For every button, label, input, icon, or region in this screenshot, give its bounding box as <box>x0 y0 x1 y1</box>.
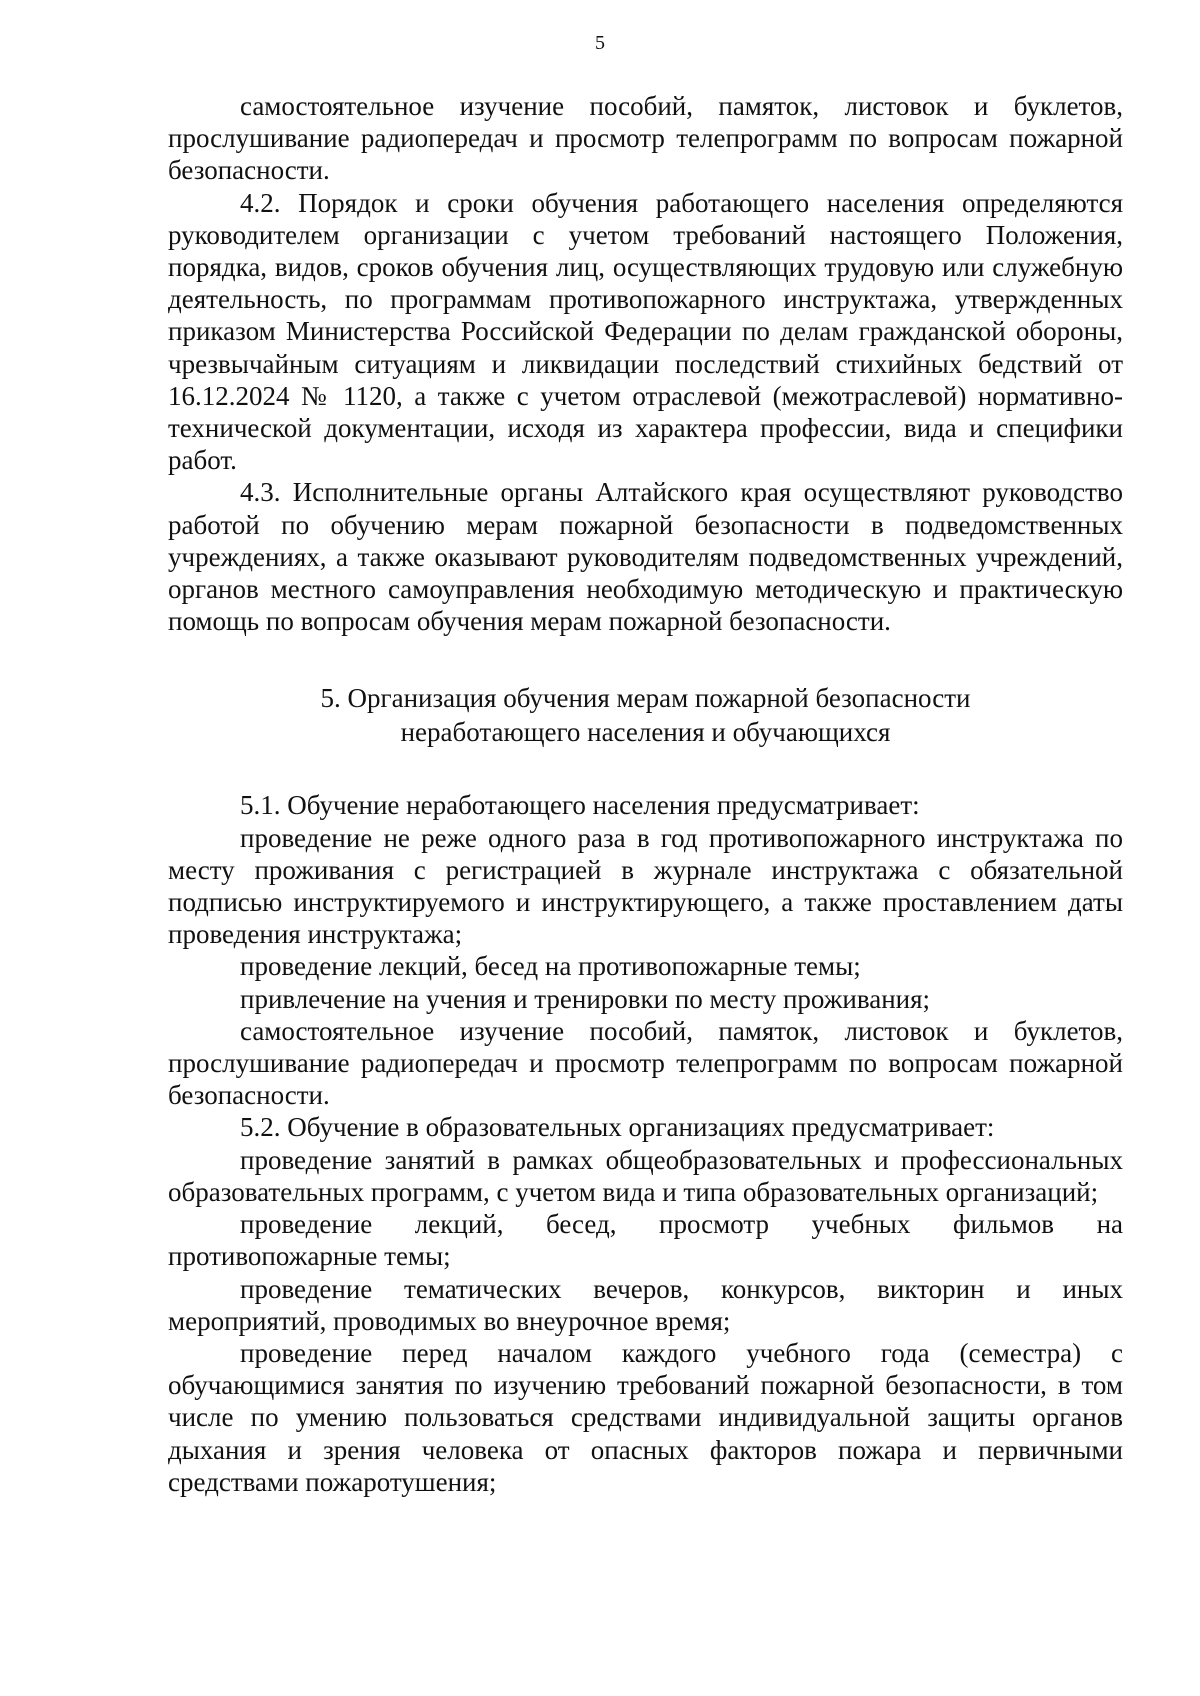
paragraph: проведение тематических вечеров, конкурсов, викторин и иных мероприятий, проводимых во внеурочное время; <box>168 1273 1123 1336</box>
paragraph: самостоятельное изучение пособий, памяток, листовок и буклетов, прослушивание радиопередач и просмотр телепрограмм по вопросам пожарной безопасности. <box>168 1015 1123 1111</box>
paragraph-5-2: 5.2. Обучение в образовательных организациях предусматривает: <box>240 1112 995 1143</box>
paragraph-4-3: 4.3. Исполнительные органы Алтайского края осуществляют руководство работой по обучению мерам пожарной безопасности в подведомственных учреждениях, а также оказывают руководителям подведомственных учреждений, органов местного самоуправления необходимую методическую и практическую помощь по вопросам обучения мерам пожарной безопасности. <box>168 477 1123 637</box>
paragraph: проведение перед началом каждого учебного года (семестра) с обучающимися занятия по изучению требований пожарной безопасности, в том числе по умению пользоваться средствами индивидуальной защиты органов дыхания и зрения человека от опасных факторов пожара и первичными средствами пожаротушения; <box>168 1337 1123 1497</box>
paragraph-5-1: 5.1. Обучение неработающего населения предусматривает: <box>240 790 920 821</box>
paragraph-4-2: 4.2. Порядок и сроки обучения работающего населения определяются руководителем организации с учетом требований настоящего Положения, порядка, видов, сроков обучения лиц, осуществляющих трудовую или служебную деятельность, по программам противопожарного инструктажа, утвержденных приказом Министерства Российской Федерации по делам гражданской обороны, чрезвычайным ситуациям и ликвидации последствий стихийных бедствий от 16.12.2024 № 1120, а также с учетом отраслевой (межотраслевой) нормативно-технической документации, исходя из характера профессии, вида и специфики работ. <box>168 187 1123 476</box>
paragraph: проведение лекций, бесед, просмотр учебных фильмов на противопожарные темы; <box>168 1209 1123 1272</box>
section-heading-line-1: 5. Организация обучения мерам пожарной безопасности <box>320 683 971 714</box>
section-heading <box>168 681 1123 749</box>
paragraph: проведение не реже одного раза в год противопожарного инструктажа по месту проживания с регистрацией в журнале инструктажа с обязательной подписью инструктируемого и инструктирующего, а также проставлением даты проведения инструктажа; <box>168 822 1123 950</box>
paragraph: привлечение на учения и тренировки по месту проживания; <box>240 983 931 1014</box>
document-body <box>168 90 1123 1498</box>
paragraph: проведение лекций, бесед на противопожарные темы; <box>240 951 861 982</box>
section-heading-line-2: неработающего населения и обучающихся <box>400 717 891 748</box>
paragraph: проведение занятий в рамках общеобразовательных и профессиональных образовательных программ, с учетом вида и типа образовательных организаций; <box>168 1144 1123 1207</box>
page-number: 5 <box>595 32 605 54</box>
paragraph: самостоятельное изучение пособий, памяток, листовок и буклетов, прослушивание радиопередач и просмотр телепрограмм по вопросам пожарной безопасности. <box>168 91 1123 186</box>
